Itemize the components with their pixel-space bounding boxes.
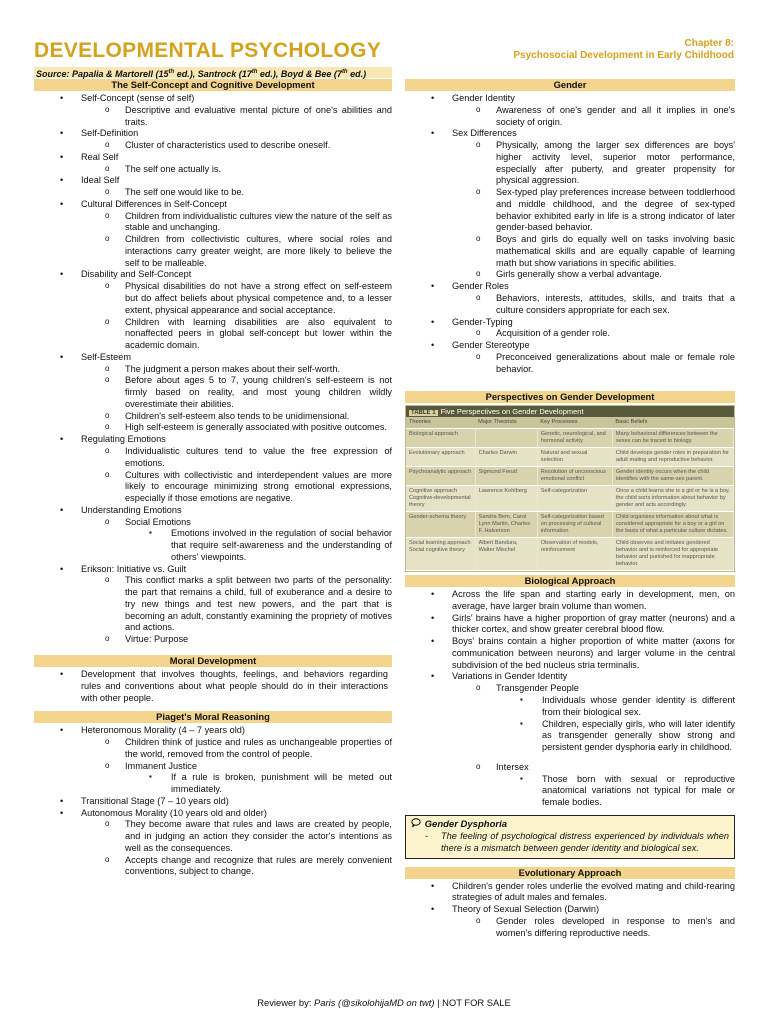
sub-list: [452, 293, 735, 317]
table-cell: Child observes and imitates gendered behavior and is reinforced for appropriate behavior and punished for inappropriate behavior.: [612, 538, 733, 571]
table-cell: Natural and sexual selection: [537, 448, 612, 467]
subsub-item: ▪ If a rule is broken, punishment will be meted out immediately.: [125, 772, 392, 796]
list-item: • Children's gender roles underlie the evolved mating and child-rearing strategies of adult males and females.: [405, 881, 735, 905]
page-header: [34, 38, 734, 68]
sub-list: [81, 446, 392, 505]
sub-item: o This conflict marks a split between two parts of the personality: the part that remains a child, full of exuberance and a desire to try new things and test new powers, and the part that is becoming an adult, constantly examining the propriety of motives and actions.: [81, 575, 392, 634]
list-item: [34, 175, 392, 199]
list-item-label: Self-Definition: [81, 128, 139, 139]
sub-item: o Accepts change and recognize that rules are merely convenient conventions, subject to change.: [81, 855, 392, 879]
table-cell: Observation of models, reinforcement: [537, 538, 612, 571]
sub-item: o Boys and girls do equally well on tasks involving basic mathematical skills and are equally capable of learning math but show variations in specific abilities.: [452, 234, 735, 269]
sub-item: o Cluster of characteristics used to describe oneself.: [81, 140, 392, 152]
section-heading-gender: Gender: [405, 79, 735, 91]
sub-item: o Sex-typed play preferences increase between toddlerhood and middle childhood, and the degree of sex-typed behavior exhibited early in life is a strong indicator of later gender-based behavior.: [452, 187, 735, 234]
list-item: • Autonomous Morality (10 years old and older) o They become aware that rules and laws are created by people, and in judging an action they consider the actor's intentions as well as the consequences. o Accepts change and recognize that rules are merely convenient conventions, subject to change.: [34, 808, 392, 879]
sub-item: o Social Emotions ▪ Emotions involved in the regulation of social behavior that require self-awareness and the understanding of others' viewpoints.: [81, 517, 392, 564]
list-item: [34, 93, 392, 128]
sub-item: o Physical disabilities do not have a strong effect on self-esteem but do affect beliefs about physical competence and, to a lesser extent, physical appearance and social acceptance.: [81, 281, 392, 316]
list-item: • Girls' brains have a higher proportion of gray matter (neurons) and a thicker cortex, and show greater cerebral blood flow.: [405, 613, 735, 637]
evolutionary-list: [405, 881, 735, 940]
section-heading-evolutionary: Evolutionary Approach: [405, 867, 735, 879]
sub-item: o Children with learning disabilities are also equivalent to nonaffected peers in global self-concept but lower within the academic domain.: [81, 317, 392, 352]
callout-title: Gender Dysphoria: [424, 818, 507, 830]
list-item-label: Gender Identity: [452, 93, 515, 103]
table-header-cell: Theories: [406, 417, 475, 428]
document-title: DEVELOPMENTAL PSYCHOLOGY: [34, 39, 382, 62]
list-item: [34, 352, 392, 434]
table-cell: Cognitive approach Cognitive-developmental theory: [406, 486, 475, 512]
sub-list: [81, 105, 392, 129]
source-text: Source: Papalia & Martorell (15th ed.), Santrock (17th ed.), Boyd & Bee (7th ed.): [36, 69, 367, 79]
table-header-cell: Basic Beliefs: [612, 417, 733, 428]
list-item: • Understanding Emotions o Social Emotions ▪ Emotions involved in the regulation of social behavior that require self-awareness and the understanding of others' viewpoints.: [34, 505, 392, 564]
speech-bubble-icon: [411, 818, 422, 831]
list-item-label: Sex Differences: [452, 128, 517, 139]
table-cell: Once a child learns she is a girl or he is a boy, the child sorts information about behavior by gender and acts accordingly.: [612, 486, 733, 512]
subsub-item: ▪ Those born with sexual or reproductive anatomical variations not typical for male or female bodies.: [496, 774, 735, 809]
sub-item: o Girls generally show a verbal advantage.: [452, 269, 735, 281]
table-header-cell: Major Theorists: [475, 417, 537, 428]
list-item: • Heteronomous Morality (4 – 7 years old) o Children think of justice and rules as unchangeable properties of the world, removed from the control of people. o Immanent Justice ▪ If a rule is broken, punishment will be meted out immediately.: [34, 725, 392, 796]
list-item-label: Ideal Self: [81, 175, 120, 186]
perspectives-table-image: [405, 405, 735, 572]
sub-item: o Behaviors, interests, attitudes, skills, and traits that a culture considers appropriate for each sex.: [452, 293, 735, 317]
chapter-heading: [513, 38, 734, 61]
table-cell: Albert Bandura, Walter Mischel: [475, 538, 537, 571]
table-row: [406, 512, 734, 538]
list-item-label: Cultural Differences in Self-Concept: [81, 198, 227, 209]
list-item-label: Disability and Self-Concept: [81, 269, 192, 280]
section-heading-perspectives: Perspectives on Gender Development: [405, 391, 735, 403]
source-line: [34, 67, 392, 78]
sub-item: o Children from individualistic cultures view the nature of the self as stable and unchanging.: [81, 211, 392, 235]
right-column: [405, 79, 735, 939]
table-cell: Gender-schema theory: [406, 512, 475, 538]
section-heading-piaget: Piaget's Moral Reasoning: [34, 711, 392, 723]
table-row: [406, 486, 734, 512]
table-cell: Social learning approach Social cognitive theory: [406, 538, 475, 571]
sub-item: o Cultures with collectivistic and interdependent values are more likely to encourage minimizing strong emotional expressions, especially if those emotions are negative.: [81, 470, 392, 505]
sub-list: [452, 140, 735, 281]
callout-text: - The feeling of psychological distress experienced by individuals when there is a mismatch between gender identity and biological sex.: [411, 831, 729, 855]
section-heading-moral: Moral Development: [34, 655, 392, 667]
sub-item: o Awareness of one's gender and all it implies in one's society of origin.: [452, 105, 735, 129]
list-item: • Boys' brains contain a higher proportion of white matter (axons for communication between neurons) and larger volume in the central subdivision of the bed nucleus stria terminalis.: [405, 636, 735, 671]
list-item: • Erikson: Initiative vs. Guilt o This conflict marks a split between two parts of the personality: the part that remains a child, full of exuberance and a desire to try new things and test new powers, and the part that is becoming an adult, constantly examining the propriety of motives and actions. o Virtue: Purpose: [34, 564, 392, 646]
list-item: • Variations in Gender Identity o Transgender People ▪ Individuals whose gender identity is different from their biological sex. ▪ Children, especially girls, who will later identify as transgender generally show strong and persistent gender dysphoria early in childhood. o Intersex ▪ Those born with sexual or reproductive anatomical variations not typical for male or female bodies.: [405, 671, 735, 808]
section-heading-self-concept: The Self-Concept and Cognitive Development: [34, 79, 392, 91]
table-cell: Sandra Bem, Carol Lynn Martin, Charles F. Halverson: [475, 512, 537, 538]
sub-item: o Gender roles developed in response to men's and women's differing reproductive needs.: [452, 916, 735, 940]
table-row: [406, 448, 734, 467]
piaget-list: [34, 725, 392, 878]
table-cell: Lawrence Kohlberg: [475, 486, 537, 512]
list-item-label: Gender Stereotype: [452, 340, 530, 351]
table-cell: [475, 429, 537, 448]
table-cell: Many behavioral differences between the sexes can be traced to biology.: [612, 429, 733, 448]
sub-item: o Individualistic cultures tend to value the free expression of emotions.: [81, 446, 392, 470]
gender-list: [405, 93, 735, 375]
list-item: [34, 434, 392, 505]
sub-list: [81, 164, 392, 176]
sub-list: [81, 187, 392, 199]
list-item: [34, 152, 392, 176]
list-item: • Transitional Stage (7 – 10 years old): [34, 796, 392, 808]
sub-list: [452, 352, 735, 376]
table-cell: Sigmund Freud: [475, 467, 537, 486]
table-cell: Evolutionary approach: [406, 448, 475, 467]
sub-item: o They become aware that rules and laws are created by people, and in judging an action they consider the actor's intentions as well as the consequences.: [81, 819, 392, 854]
subsub-item: ▪ Individuals whose gender identity is different from their biological sex.: [496, 695, 735, 719]
sub-item: o Intersex ▪ Those born with sexual or reproductive anatomical variations not typical for male or female bodies.: [452, 762, 735, 809]
self-concept-list: [34, 93, 392, 505]
table-row: [406, 467, 734, 486]
table-cell: Gender identity occurs when the child identifies with the same-sex parent.: [612, 467, 733, 486]
sub-item: o Preconceived generalizations about male or female role behavior.: [452, 352, 735, 376]
sub-item: o Children think of justice and rules as unchangeable properties of the world, removed from the control of people.: [81, 737, 392, 761]
sub-list: [452, 328, 735, 340]
sub-item: o The self one actually is.: [81, 164, 392, 176]
table-row: [406, 538, 734, 571]
sub-item: o Children's self-esteem also tends to be unidimensional.: [81, 411, 392, 423]
table-cell: Self-categorization: [537, 486, 612, 512]
sub-item: o Transgender People ▪ Individuals whose gender identity is different from their biological sex. ▪ Children, especially girls, who will later identify as transgender generally show strong and persistent gender dysphoria early in childhood.: [452, 683, 735, 754]
sub-item: o Acquisition of a gender role.: [452, 328, 735, 340]
biological-list: [405, 589, 735, 671]
list-item: • Across the life span and starting early in development, men, on average, have larger brain volume than women.: [405, 589, 735, 613]
list-item: [34, 128, 392, 152]
chapter-title: Psychosocial Development in Early Childhood: [513, 49, 734, 61]
perspectives-table: [406, 417, 734, 571]
sub-item: o Virtue: Purpose: [81, 634, 392, 646]
sub-item: o Immanent Justice ▪ If a rule is broken, punishment will be meted out immediately.: [81, 761, 392, 796]
sub-list: [81, 364, 392, 435]
list-item: [405, 281, 735, 316]
footer-author: Paris (@sikolohijaMD on twt): [314, 997, 435, 1008]
table-cell: Biological approach: [406, 429, 475, 448]
sub-item: o Physically, among the larger sex differences are boys' higher activity level, superior motor performance, especially after puberty, and greater propensity for physical aggression.: [452, 140, 735, 187]
table-cell: Psychoanalytic approach: [406, 467, 475, 486]
sub-item: o The self one would like to be.: [81, 187, 392, 199]
sub-list: [81, 140, 392, 152]
gender-dysphoria-callout: [405, 815, 735, 859]
subsub-item: ▪ Emotions involved in the regulation of social behavior that require self-awareness and the understanding of others' viewpoints.: [125, 528, 392, 563]
list-item: [405, 93, 735, 128]
list-item-label: Self-Concept (sense of self): [81, 93, 195, 103]
list-item-label: Self-Esteem: [81, 351, 132, 362]
table-header-cell: Key Processes: [537, 417, 612, 428]
list-item: [405, 340, 735, 375]
sub-item: o The judgment a person makes about their self-worth.: [81, 364, 392, 376]
sub-list: [452, 105, 735, 129]
list-item: • Theory of Sexual Selection (Darwin) o Gender roles developed in response to men's and women's differing reproductive needs.: [405, 904, 735, 939]
table-cell: Child organizes information about what is considered appropriate for a boy or a girl on the basis of what a particular culture dictates.: [612, 512, 733, 538]
table-cell: Charles Darwin: [475, 448, 537, 467]
subsub-item: ▪ Children, especially girls, who will later identify as transgender generally show strong and persistent gender dysphoria early in childhood.: [496, 719, 735, 754]
sub-item: o Descriptive and evaluative mental picture of one's abilities and traits.: [81, 105, 392, 129]
table-cell: Self-categorization based on processing of cultural information: [537, 512, 612, 538]
sub-item: o High self-esteem is generally associated with positive outcomes.: [81, 422, 392, 434]
page-footer: Reviewer by: Paris (@sikolohijaMD on twt) | NOT FOR SALE: [257, 997, 511, 1008]
list-item-label: Gender-Typing: [452, 316, 513, 327]
understanding-emotions-list: [34, 505, 392, 646]
table-row: [406, 429, 734, 448]
table-cell: Child develops gender roles in preparation for adult mating and reproductive behavior.: [612, 448, 733, 467]
list-item: [405, 128, 735, 281]
left-column: [34, 79, 392, 878]
list-item-label: Real Self: [81, 151, 119, 162]
list-item: [34, 269, 392, 351]
table-caption: TABLE 1 Five Perspectives on Gender Development: [406, 406, 734, 417]
list-item-label: Gender Roles: [452, 281, 509, 292]
list-item: [405, 317, 735, 341]
sub-list: [81, 211, 392, 270]
sub-item: o Children from collectivistic cultures, where social roles and interactions carry greater weight, are more likely to believe the self to be malleable.: [81, 234, 392, 269]
table-cell: Genetic, neurological, and hormonal activity: [537, 429, 612, 448]
table-cell: Resolution of unconscious emotional conflict: [537, 467, 612, 486]
section-heading-biological: Biological Approach: [405, 575, 735, 587]
list-item-label: Regulating Emotions: [81, 434, 166, 445]
list-item: [34, 199, 392, 270]
sub-item: o Before about ages 5 to 7, young children's self-esteem is not firmly based on reality, and most young children wildly overestimate their abilities.: [81, 375, 392, 410]
sub-list: [81, 281, 392, 352]
chapter-number: Chapter 8:: [684, 38, 734, 49]
list-item: • Development that involves thoughts, feelings, and behaviors regarding rules and conventions about what people should do in their interactions with other people.: [34, 669, 392, 704]
